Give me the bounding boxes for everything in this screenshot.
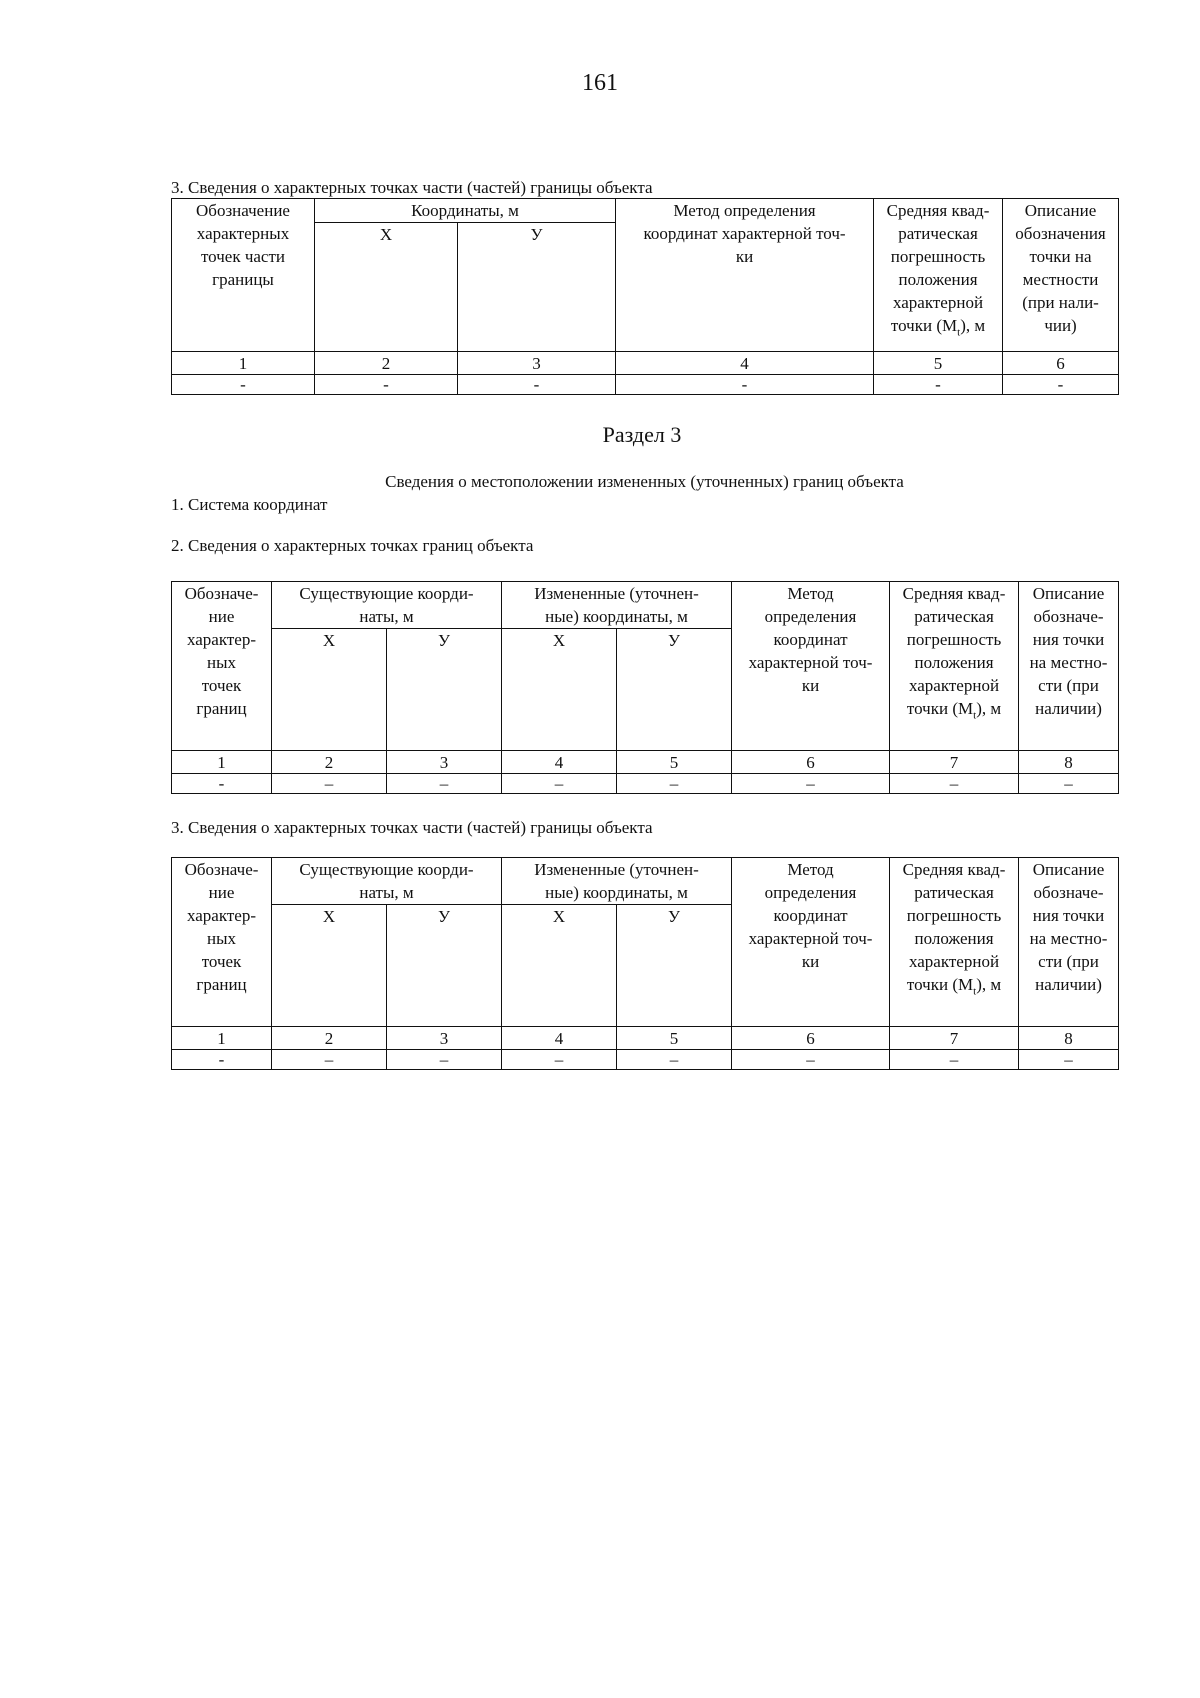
header-designation: Обозначе- ние характер- ных точек границ [172,582,272,751]
header-method: Метод определения координат характерной точ- ки [732,858,890,1027]
table-row [172,774,1119,794]
column-number: 3 [458,352,616,375]
header-x: X [272,905,387,1027]
header-y: У [387,905,502,1027]
table-cell: - [172,774,272,794]
column-number: 7 [890,751,1019,774]
header-x: X [502,629,617,751]
header-description: Описание обозначе- ния точки на местно- сти (при наличии) [1019,582,1119,751]
table1-caption: 3. Сведения о характерных точках части (частей) границы объекта [171,178,653,197]
header-x: X [272,629,387,751]
header-designation: Обозначе- ние характер- ных точек границ [172,858,272,1027]
table-cell: – [272,1050,387,1070]
table3-number-row [172,1027,1119,1050]
column-number: 6 [732,751,890,774]
table-cell: – [732,774,890,794]
header-coordinates: Координаты, м [315,199,616,223]
header-existing-coordinates: Существующие коорди- наты, м [272,858,502,905]
header-y: У [387,629,502,751]
page-number: 161 [582,70,618,96]
column-number: 5 [874,352,1003,375]
header-changed-coordinates: Измененные (уточнен- ные) координаты, м [502,582,732,629]
header-changed-coordinates: Измененные (уточнен- ные) координаты, м [502,858,732,905]
column-number: 8 [1019,1027,1119,1050]
table3 [171,857,1119,1070]
table-cell: - [616,375,874,395]
header-method: Метод определения координат характерной точ- ки [616,199,874,352]
table3-caption: 3. Сведения о характерных точках части (частей) границы объекта [171,818,653,837]
header-y: У [617,629,732,751]
column-number: 2 [272,751,387,774]
column-number: 2 [315,352,458,375]
table-cell: – [502,774,617,794]
table1-header-row [172,199,1119,223]
table-cell: - [458,375,616,395]
column-number: 1 [172,352,315,375]
header-error: Средняя квад- ратическая погрешность положения характерной точки $(M_t)$, м [874,199,1003,352]
section-subtitle: Сведения о местоположении измененных (уточненных) границ объекта [385,472,904,491]
column-number: 7 [890,1027,1019,1050]
table-cell: - [172,1050,272,1070]
table-cell: – [732,1050,890,1070]
column-number: 5 [617,751,732,774]
table-cell: - [315,375,458,395]
table-cell: – [1019,774,1119,794]
section-title: Раздел 3 [602,422,682,447]
table-cell: – [272,774,387,794]
table2-header-row [172,582,1119,629]
header-y: У [458,223,616,352]
table-cell: - [874,375,1003,395]
table-cell: – [502,1050,617,1070]
table1 [171,198,1119,395]
header-description: Описание обозначе- ния точки на местно- сти (при наличии) [1019,858,1119,1027]
header-x: X [502,905,617,1027]
table-cell: – [387,774,502,794]
table2-number-row [172,751,1119,774]
header-description: Описание обозначения точки на местности (при нали- чии) [1003,199,1119,352]
table-cell: – [617,1050,732,1070]
table1-number-row [172,352,1119,375]
header-y: У [617,905,732,1027]
table-cell: – [1019,1050,1119,1070]
table-cell: – [387,1050,502,1070]
coordinate-system-caption: 1. Система координат [171,495,328,514]
column-number: 1 [172,751,272,774]
header-error: Средняя квад- ратическая погрешность положения характерной точки $(M_t)$, м [890,858,1019,1027]
table-cell: - [172,375,315,395]
column-number: 1 [172,1027,272,1050]
header-existing-coordinates: Существующие коорди- наты, м [272,582,502,629]
column-number: 3 [387,1027,502,1050]
table2-caption: 2. Сведения о характерных точках границ объекта [171,536,534,555]
table2 [171,581,1119,794]
header-error: Средняя квад- ратическая погрешность положения характерной точки $(M_t)$, м [890,582,1019,751]
table-cell: – [890,774,1019,794]
table-row [172,375,1119,395]
column-number: 6 [732,1027,890,1050]
column-number: 4 [502,751,617,774]
header-method: Метод определения координат характерной точ- ки [732,582,890,751]
table3-header-row [172,858,1119,905]
column-number: 2 [272,1027,387,1050]
table-row [172,1050,1119,1070]
table-cell: – [890,1050,1019,1070]
column-number: 4 [502,1027,617,1050]
table-cell: - [1003,375,1119,395]
column-number: 5 [617,1027,732,1050]
header-designation: Обозначение характерных точек части границы [172,199,315,352]
column-number: 4 [616,352,874,375]
header-x: X [315,223,458,352]
column-number: 3 [387,751,502,774]
table-cell: – [617,774,732,794]
column-number: 6 [1003,352,1119,375]
column-number: 8 [1019,751,1119,774]
